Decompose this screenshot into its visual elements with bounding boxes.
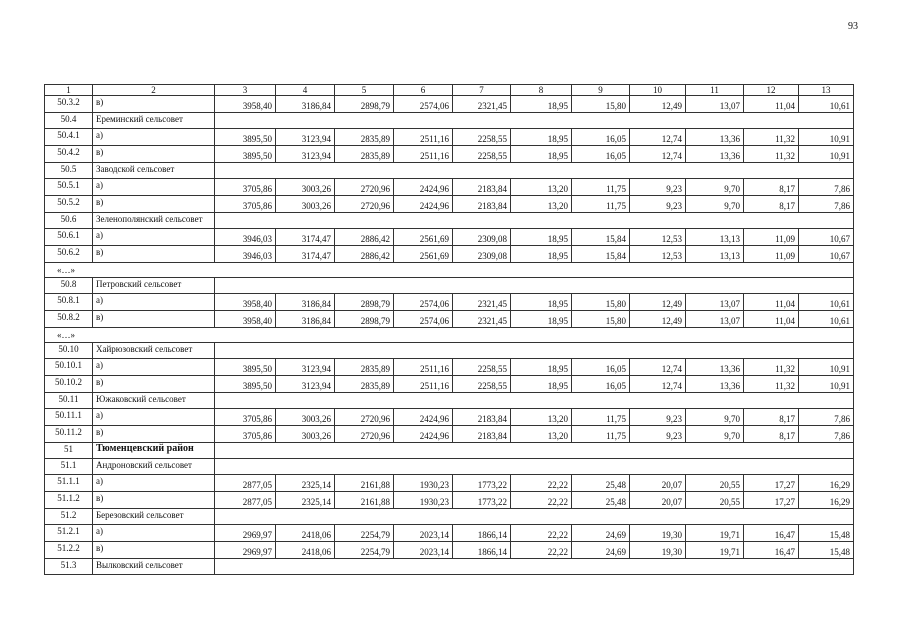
- value-cell: 3946,03: [215, 246, 276, 263]
- value-cell: 2511,16: [394, 376, 453, 393]
- value-cell: 1773,22: [453, 492, 511, 509]
- value-cell: 2877,05: [215, 492, 276, 509]
- value-cell: 19,30: [630, 542, 686, 559]
- value-cell: 3186,84: [276, 294, 335, 311]
- section-code: 51.1: [45, 459, 93, 475]
- value-cell: 3003,26: [276, 409, 335, 426]
- table-row: [45, 542, 854, 559]
- column-number-header: 1: [45, 85, 93, 96]
- row-variant: в): [93, 542, 215, 559]
- value-cell: 15,84: [572, 229, 630, 246]
- row-variant: в): [93, 492, 215, 509]
- value-cell: 10,61: [799, 96, 854, 113]
- empty-cell: [215, 443, 854, 459]
- value-cell: 20,55: [686, 475, 744, 492]
- value-cell: 2321,45: [453, 311, 511, 328]
- value-cell: 12,74: [630, 359, 686, 376]
- value-cell: 3123,94: [276, 146, 335, 163]
- table-row: [45, 475, 854, 492]
- value-cell: 11,75: [572, 196, 630, 213]
- value-cell: 25,48: [572, 475, 630, 492]
- value-cell: 12,49: [630, 294, 686, 311]
- row-code: 51.2.2: [45, 542, 93, 559]
- value-cell: 2886,42: [335, 229, 394, 246]
- value-cell: 13,13: [686, 246, 744, 263]
- table-row: [45, 426, 854, 443]
- row-code: 50.3.2: [45, 96, 93, 113]
- value-cell: 3705,86: [215, 196, 276, 213]
- row-variant: в): [93, 196, 215, 213]
- table-row: [45, 179, 854, 196]
- row-variant: в): [93, 246, 215, 263]
- value-cell: 2023,14: [394, 525, 453, 542]
- value-cell: 18,95: [511, 146, 572, 163]
- value-cell: 3958,40: [215, 294, 276, 311]
- section-name: Ереминский сельсовет: [93, 113, 215, 129]
- section-name: Тюменцевский район: [93, 443, 215, 459]
- value-cell: 3003,26: [276, 426, 335, 443]
- empty-cell: [215, 163, 854, 179]
- value-cell: 13,20: [511, 409, 572, 426]
- omission-mark: «…»: [45, 263, 854, 278]
- value-cell: 10,61: [799, 294, 854, 311]
- section-row: [45, 559, 854, 575]
- value-cell: 11,32: [744, 376, 799, 393]
- row-variant: в): [93, 376, 215, 393]
- section-code: 51: [45, 443, 93, 459]
- column-number-header: 11: [686, 85, 744, 96]
- omission-row: [45, 263, 854, 278]
- value-cell: 7,86: [799, 196, 854, 213]
- omission-row: [45, 328, 854, 343]
- value-cell: 2258,55: [453, 129, 511, 146]
- value-cell: 13,07: [686, 294, 744, 311]
- value-cell: 2969,97: [215, 525, 276, 542]
- row-variant: в): [93, 146, 215, 163]
- value-cell: 2258,55: [453, 146, 511, 163]
- section-name: Вылковский сельсовет: [93, 559, 215, 575]
- value-cell: 2161,88: [335, 492, 394, 509]
- value-cell: 24,69: [572, 542, 630, 559]
- value-cell: 11,09: [744, 229, 799, 246]
- value-cell: 11,32: [744, 146, 799, 163]
- value-cell: 11,04: [744, 311, 799, 328]
- column-number-header: 8: [511, 85, 572, 96]
- value-cell: 8,17: [744, 409, 799, 426]
- value-cell: 3003,26: [276, 196, 335, 213]
- column-number-header: 7: [453, 85, 511, 96]
- value-cell: 13,13: [686, 229, 744, 246]
- table-row: [45, 409, 854, 426]
- row-code: 51.1.2: [45, 492, 93, 509]
- value-cell: 11,32: [744, 129, 799, 146]
- value-cell: 3946,03: [215, 229, 276, 246]
- value-cell: 7,86: [799, 409, 854, 426]
- value-cell: 2325,14: [276, 492, 335, 509]
- section-row: [45, 278, 854, 294]
- value-cell: 11,04: [744, 294, 799, 311]
- value-cell: 2561,69: [394, 229, 453, 246]
- section-code: 51.3: [45, 559, 93, 575]
- table-header-row: [45, 85, 854, 96]
- value-cell: 2424,96: [394, 179, 453, 196]
- value-cell: 2835,89: [335, 359, 394, 376]
- value-cell: 15,80: [572, 96, 630, 113]
- value-cell: 19,30: [630, 525, 686, 542]
- value-cell: 24,69: [572, 525, 630, 542]
- value-cell: 18,95: [511, 359, 572, 376]
- value-cell: 16,05: [572, 129, 630, 146]
- row-code: 50.11.1: [45, 409, 93, 426]
- row-code: 50.5.2: [45, 196, 93, 213]
- empty-cell: [215, 459, 854, 475]
- value-cell: 22,22: [511, 492, 572, 509]
- value-cell: 16,05: [572, 376, 630, 393]
- value-cell: 1866,14: [453, 542, 511, 559]
- value-cell: 15,84: [572, 246, 630, 263]
- value-cell: 9,70: [686, 196, 744, 213]
- row-variant: а): [93, 179, 215, 196]
- row-variant: а): [93, 475, 215, 492]
- omission-mark: «…»: [45, 328, 854, 343]
- column-number-header: 4: [276, 85, 335, 96]
- value-cell: 2574,06: [394, 311, 453, 328]
- value-cell: 2511,16: [394, 359, 453, 376]
- section-row: [45, 163, 854, 179]
- value-cell: 10,61: [799, 311, 854, 328]
- value-cell: 2424,96: [394, 426, 453, 443]
- value-cell: 2720,96: [335, 196, 394, 213]
- column-number-header: 2: [93, 85, 215, 96]
- value-cell: 18,95: [511, 96, 572, 113]
- value-cell: 17,27: [744, 492, 799, 509]
- value-cell: 18,95: [511, 229, 572, 246]
- row-variant: а): [93, 525, 215, 542]
- value-cell: 2877,05: [215, 475, 276, 492]
- section-name: Хайрюзовский сельсовет: [93, 343, 215, 359]
- value-cell: 10,91: [799, 129, 854, 146]
- section-name: Южаковский сельсовет: [93, 393, 215, 409]
- value-cell: 2720,96: [335, 409, 394, 426]
- value-cell: 3123,94: [276, 359, 335, 376]
- value-cell: 3186,84: [276, 96, 335, 113]
- value-cell: 2835,89: [335, 129, 394, 146]
- value-cell: 18,95: [511, 376, 572, 393]
- tariff-table: [44, 84, 854, 575]
- value-cell: 2424,96: [394, 196, 453, 213]
- value-cell: 13,07: [686, 311, 744, 328]
- empty-cell: [215, 393, 854, 409]
- value-cell: 3958,40: [215, 311, 276, 328]
- value-cell: 3705,86: [215, 179, 276, 196]
- value-cell: 2023,14: [394, 542, 453, 559]
- row-variant: а): [93, 129, 215, 146]
- value-cell: 1773,22: [453, 475, 511, 492]
- value-cell: 9,23: [630, 409, 686, 426]
- value-cell: 19,71: [686, 542, 744, 559]
- section-row: [45, 343, 854, 359]
- value-cell: 2574,06: [394, 294, 453, 311]
- section-row: [45, 213, 854, 229]
- value-cell: 9,70: [686, 409, 744, 426]
- column-number-header: 5: [335, 85, 394, 96]
- value-cell: 9,70: [686, 426, 744, 443]
- value-cell: 2511,16: [394, 146, 453, 163]
- value-cell: 16,47: [744, 542, 799, 559]
- value-cell: 3123,94: [276, 376, 335, 393]
- section-name: Петровский сельсовет: [93, 278, 215, 294]
- empty-cell: [215, 509, 854, 525]
- value-cell: 2898,79: [335, 294, 394, 311]
- value-cell: 2418,06: [276, 525, 335, 542]
- value-cell: 16,05: [572, 146, 630, 163]
- table-row: [45, 146, 854, 163]
- value-cell: 17,27: [744, 475, 799, 492]
- row-variant: а): [93, 229, 215, 246]
- section-code: 51.2: [45, 509, 93, 525]
- value-cell: 12,74: [630, 146, 686, 163]
- value-cell: 18,95: [511, 246, 572, 263]
- value-cell: 11,75: [572, 426, 630, 443]
- value-cell: 12,53: [630, 246, 686, 263]
- section-row: [45, 459, 854, 475]
- table-row: [45, 96, 854, 113]
- value-cell: 16,05: [572, 359, 630, 376]
- value-cell: 9,23: [630, 196, 686, 213]
- row-code: 50.10.2: [45, 376, 93, 393]
- row-code: 50.10.1: [45, 359, 93, 376]
- value-cell: 9,23: [630, 179, 686, 196]
- value-cell: 2258,55: [453, 376, 511, 393]
- row-code: 50.4.1: [45, 129, 93, 146]
- value-cell: 18,95: [511, 129, 572, 146]
- value-cell: 7,86: [799, 426, 854, 443]
- value-cell: 3895,50: [215, 129, 276, 146]
- value-cell: 16,47: [744, 525, 799, 542]
- value-cell: 9,23: [630, 426, 686, 443]
- value-cell: 11,75: [572, 409, 630, 426]
- column-number-header: 12: [744, 85, 799, 96]
- row-code: 50.6.1: [45, 229, 93, 246]
- value-cell: 15,48: [799, 542, 854, 559]
- value-cell: 13,20: [511, 426, 572, 443]
- value-cell: 16,29: [799, 475, 854, 492]
- value-cell: 22,22: [511, 542, 572, 559]
- value-cell: 19,71: [686, 525, 744, 542]
- value-cell: 1930,23: [394, 492, 453, 509]
- table-row: [45, 196, 854, 213]
- empty-cell: [215, 113, 854, 129]
- value-cell: 2835,89: [335, 376, 394, 393]
- section-row: [45, 509, 854, 525]
- value-cell: 2321,45: [453, 96, 511, 113]
- value-cell: 13,36: [686, 359, 744, 376]
- section-name: Заводской сельсовет: [93, 163, 215, 179]
- value-cell: 3895,50: [215, 359, 276, 376]
- section-name: Зеленополянский сельсовет: [93, 213, 215, 229]
- section-code: 50.11: [45, 393, 93, 409]
- value-cell: 13,36: [686, 129, 744, 146]
- value-cell: 18,95: [511, 294, 572, 311]
- value-cell: 2835,89: [335, 146, 394, 163]
- value-cell: 8,17: [744, 426, 799, 443]
- row-code: 50.4.2: [45, 146, 93, 163]
- section-code: 50.5: [45, 163, 93, 179]
- section-name: Андроновский сельсовет: [93, 459, 215, 475]
- row-variant: а): [93, 409, 215, 426]
- value-cell: 13,36: [686, 376, 744, 393]
- value-cell: 13,36: [686, 146, 744, 163]
- page-number: 93: [848, 21, 858, 32]
- value-cell: 12,74: [630, 376, 686, 393]
- value-cell: 7,86: [799, 179, 854, 196]
- value-cell: 10,67: [799, 246, 854, 263]
- value-cell: 2511,16: [394, 129, 453, 146]
- value-cell: 2574,06: [394, 96, 453, 113]
- section-row: [45, 393, 854, 409]
- table-row: [45, 294, 854, 311]
- empty-cell: [215, 278, 854, 294]
- section-code: 50.10: [45, 343, 93, 359]
- value-cell: 15,80: [572, 294, 630, 311]
- value-cell: 3705,86: [215, 409, 276, 426]
- table-row: [45, 246, 854, 263]
- value-cell: 2183,84: [453, 179, 511, 196]
- row-code: 51.2.1: [45, 525, 93, 542]
- table-row: [45, 359, 854, 376]
- column-number-header: 6: [394, 85, 453, 96]
- value-cell: 8,17: [744, 179, 799, 196]
- section-code: 50.8: [45, 278, 93, 294]
- value-cell: 3958,40: [215, 96, 276, 113]
- value-cell: 3123,94: [276, 129, 335, 146]
- value-cell: 3186,84: [276, 311, 335, 328]
- value-cell: 10,91: [799, 359, 854, 376]
- value-cell: 13,20: [511, 196, 572, 213]
- empty-cell: [215, 343, 854, 359]
- value-cell: 2898,79: [335, 311, 394, 328]
- row-code: 51.1.1: [45, 475, 93, 492]
- value-cell: 1930,23: [394, 475, 453, 492]
- section-code: 50.6: [45, 213, 93, 229]
- value-cell: 2418,06: [276, 542, 335, 559]
- column-number-header: 3: [215, 85, 276, 96]
- value-cell: 2561,69: [394, 246, 453, 263]
- row-code: 50.11.2: [45, 426, 93, 443]
- value-cell: 2720,96: [335, 179, 394, 196]
- value-cell: 2258,55: [453, 359, 511, 376]
- value-cell: 2309,08: [453, 246, 511, 263]
- table-row: [45, 311, 854, 328]
- value-cell: 9,70: [686, 179, 744, 196]
- row-variant: в): [93, 426, 215, 443]
- table-row: [45, 492, 854, 509]
- table-row: [45, 229, 854, 246]
- value-cell: 2886,42: [335, 246, 394, 263]
- row-code: 50.6.2: [45, 246, 93, 263]
- value-cell: 2254,79: [335, 525, 394, 542]
- value-cell: 15,80: [572, 311, 630, 328]
- row-variant: в): [93, 96, 215, 113]
- section-name: Березовский сельсовет: [93, 509, 215, 525]
- value-cell: 11,32: [744, 359, 799, 376]
- value-cell: 22,22: [511, 525, 572, 542]
- value-cell: 12,53: [630, 229, 686, 246]
- value-cell: 2969,97: [215, 542, 276, 559]
- value-cell: 3174,47: [276, 229, 335, 246]
- value-cell: 2424,96: [394, 409, 453, 426]
- value-cell: 20,55: [686, 492, 744, 509]
- value-cell: 2161,88: [335, 475, 394, 492]
- column-number-header: 13: [799, 85, 854, 96]
- table-row: [45, 129, 854, 146]
- value-cell: 2254,79: [335, 542, 394, 559]
- value-cell: 10,91: [799, 146, 854, 163]
- value-cell: 10,67: [799, 229, 854, 246]
- value-cell: 2309,08: [453, 229, 511, 246]
- row-variant: в): [93, 311, 215, 328]
- value-cell: 11,09: [744, 246, 799, 263]
- district-row: [45, 443, 854, 459]
- value-cell: 2183,84: [453, 426, 511, 443]
- empty-cell: [215, 213, 854, 229]
- section-code: 50.4: [45, 113, 93, 129]
- value-cell: 13,07: [686, 96, 744, 113]
- value-cell: 20,07: [630, 492, 686, 509]
- value-cell: 12,49: [630, 311, 686, 328]
- value-cell: 15,48: [799, 525, 854, 542]
- value-cell: 2183,84: [453, 196, 511, 213]
- value-cell: 3174,47: [276, 246, 335, 263]
- value-cell: 2325,14: [276, 475, 335, 492]
- row-code: 50.5.1: [45, 179, 93, 196]
- value-cell: 18,95: [511, 311, 572, 328]
- value-cell: 8,17: [744, 196, 799, 213]
- value-cell: 3705,86: [215, 426, 276, 443]
- value-cell: 11,75: [572, 179, 630, 196]
- value-cell: 12,49: [630, 96, 686, 113]
- value-cell: 22,22: [511, 475, 572, 492]
- table-row: [45, 525, 854, 542]
- value-cell: 20,07: [630, 475, 686, 492]
- value-cell: 3895,50: [215, 376, 276, 393]
- row-code: 50.8.2: [45, 311, 93, 328]
- value-cell: 3895,50: [215, 146, 276, 163]
- value-cell: 16,29: [799, 492, 854, 509]
- value-cell: 2898,79: [335, 96, 394, 113]
- section-row: [45, 113, 854, 129]
- row-variant: а): [93, 359, 215, 376]
- value-cell: 10,91: [799, 376, 854, 393]
- row-code: 50.8.1: [45, 294, 93, 311]
- value-cell: 12,74: [630, 129, 686, 146]
- value-cell: 25,48: [572, 492, 630, 509]
- row-variant: а): [93, 294, 215, 311]
- value-cell: 13,20: [511, 179, 572, 196]
- empty-cell: [215, 559, 854, 575]
- column-number-header: 10: [630, 85, 686, 96]
- column-number-header: 9: [572, 85, 630, 96]
- value-cell: 3003,26: [276, 179, 335, 196]
- value-cell: 2183,84: [453, 409, 511, 426]
- value-cell: 11,04: [744, 96, 799, 113]
- value-cell: 2321,45: [453, 294, 511, 311]
- value-cell: 2720,96: [335, 426, 394, 443]
- table-row: [45, 376, 854, 393]
- value-cell: 1866,14: [453, 525, 511, 542]
